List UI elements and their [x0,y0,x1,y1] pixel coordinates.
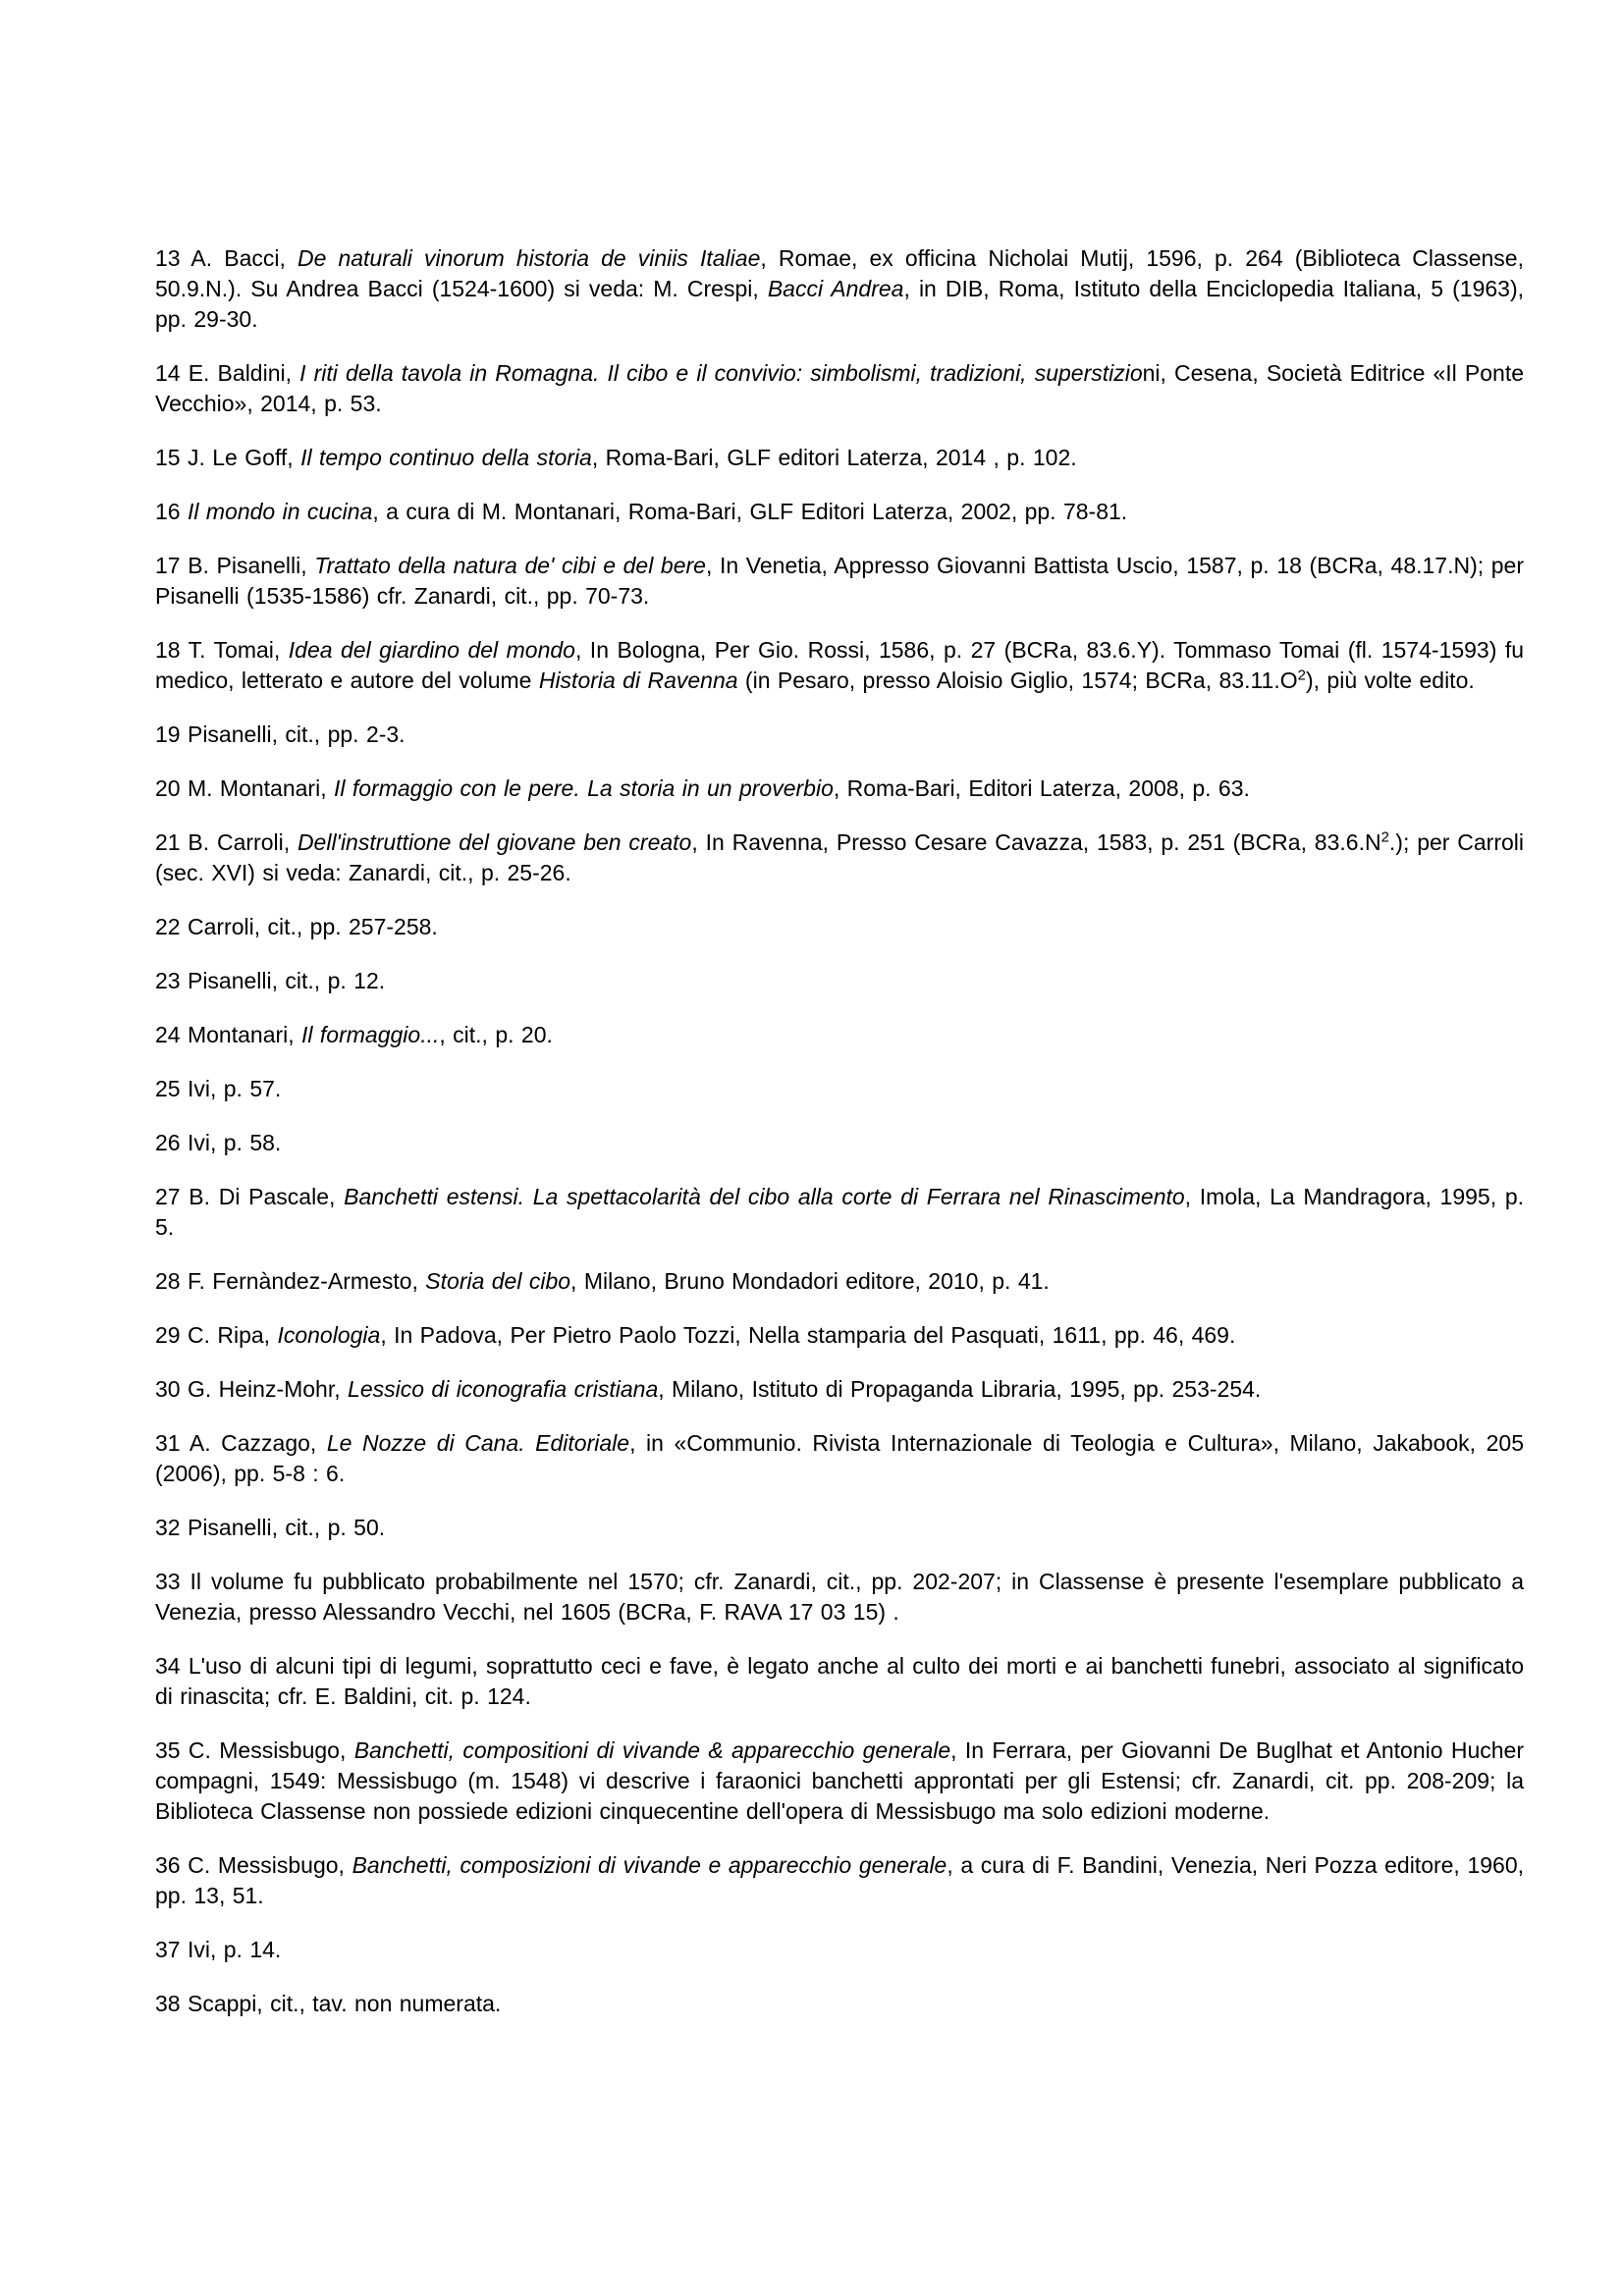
footnote-38 [155,1989,1524,2019]
text-run: 26 Ivi, p. 58. [155,1130,282,1155]
text-run: 32 Pisanelli, cit., p. 50. [155,1515,386,1540]
footnote-13 [155,243,1524,335]
text-run: .); per Carroli (sec. XVI) si veda: Zanardi, cit., p. 25-26. [155,829,1524,885]
text-run: , In Padova, Per Pietro Paolo Tozzi, Nella stamparia del Pasquati, 1611, pp. 46, 469. [380,1322,1236,1348]
italic-title-text: I riti della tavola in Romagna. Il cibo e il convivio: simbolismi, tradizioni, superstizio [299,360,1143,386]
text-run: , Milano, Istituto di Propaganda Libraria, 1995, pp. 253-254. [658,1376,1262,1402]
text-run: 20 M. Montanari, [155,775,334,801]
italic-title-text: Idea del giardino del mondo [288,637,575,663]
footnote-32 [155,1513,1524,1543]
italic-title-text: Banchetti, compositioni di vivande & apparecchio generale [353,1737,951,1763]
footnote-21 [155,828,1524,888]
text-run: , in «Communio. Rivista Internazionale di Teologia e Cultura», Milano, Jakabook, 205 (2006), pp. 5-8 : 6. [155,1430,1525,1486]
text-run: , In Venetia, Appresso Giovanni Battista Uscio, 1587, p. 18 (BCRa, 48.17.N); per Pisanelli (1535-1586) cfr. Zanardi, cit., pp. 70-73. [155,553,1525,609]
italic-title-text: Storia del cibo [425,1268,571,1294]
italic-title-text: Bacci Andrea [767,276,904,301]
text-run: 19 Pisanelli, cit., pp. 2-3. [155,721,406,747]
text-run: , Milano, Bruno Mondadori editore, 2010, p. 41. [570,1268,1050,1294]
italic-title-text: Lessico di iconografia cristiana [348,1376,659,1402]
text-run: 30 G. Heinz-Mohr, [155,1376,349,1402]
text-run: 18 T. Tomai, [155,637,289,663]
footnote-36 [155,1850,1524,1911]
text-run: 13 A. Bacci, [155,245,298,271]
superscript-text: 2 [1297,667,1306,684]
footnote-14 [155,358,1524,419]
text-run: 28 F. Fernàndez-Armesto, [155,1268,426,1294]
footnote-37 [155,1935,1524,1965]
italic-title-text: Il tempo continuo della storia [300,445,592,470]
text-run: 23 Pisanelli, cit., p. 12. [155,968,386,993]
text-run: 24 Montanari, [155,1022,302,1047]
text-run: 25 Ivi, p. 57. [155,1076,282,1101]
footnote-18 [155,635,1524,696]
footnote-28 [155,1266,1524,1297]
text-run: , a cura di M. Montanari, Roma-Bari, GLF Editori Laterza, 2002, pp. 78-81. [372,499,1128,524]
text-run: 36 C. Messisbugo, [155,1852,352,1878]
footnote-17 [155,551,1524,612]
footnote-23 [155,966,1524,996]
text-run: , cit., p. 20. [439,1022,553,1047]
text-run: , In Ferrara, per Giovanni De Buglhat et Antonio Hucher compagni, 1549: Messisbugo (m. 1548) vi descrive i faraonici banchetti approntati per gli Estensi; cfr. Zanardi, cit. pp. 208-209; la Biblioteca Classense non possiede edizioni cinquecentine dell'opera di Messisbugo ma solo edizioni moderne. [155,1737,1525,1824]
footnote-25 [155,1074,1524,1104]
text-run: 17 B. Pisanelli, [155,553,315,578]
text-run: , Imola, La Mandragora, 1995, p. 5. [155,1184,1524,1240]
text-run: 35 C. Messisbugo, [155,1737,354,1763]
text-run: , In Bologna, Per Gio. Rossi, 1586, p. 27 (BCRa, 83.6.Y). Tommaso Tomai (fl. 1574-1593) fu medico, letterato e autore del volume [155,637,1524,693]
footnote-34 [155,1651,1524,1712]
footnote-27 [155,1182,1524,1243]
footnote-19 [155,720,1524,750]
text-run: ni, Cesena, Società Editrice «Il Ponte Vecchio», 2014, p. 53. [155,360,1525,416]
footnote-29 [155,1320,1524,1351]
italic-title-text: Iconologia [277,1322,381,1348]
footnote-33 [155,1567,1524,1628]
text-run: , in DIB, Roma, Istituto della Enciclopedia Italiana, 5 (1963), pp. 29-30. [155,276,1524,332]
italic-title-text: Il formaggio con le pere. La storia in un proverbio [333,775,834,801]
italic-title-text: Il formaggio... [301,1022,440,1047]
text-run: (in Pesaro, presso Aloisio Giglio, 1574; BCRa, 83.11.O [737,667,1298,693]
text-run: ), più volte edito. [1305,667,1475,693]
text-run: 22 Carroli, cit., pp. 257-258. [155,914,438,939]
footnote-24 [155,1020,1524,1050]
italic-title-text: Il mondo in cucina [187,499,373,524]
footnote-16 [155,497,1524,527]
text-run: 21 B. Carroli, [155,829,298,855]
italic-title-text: Historia di Ravenna [538,667,738,693]
italic-title-text: Banchetti estensi. La spettacolarità del cibo alla corte di Ferrara nel Rinascimento [344,1184,1185,1209]
text-run: , Romae, ex officina Nicholai Mutij, 1596, p. 264 (Biblioteca Classense, 50.9.N.). Su Andrea Bacci (1524-1600) si veda: M. Crespi, [155,245,1524,301]
italic-title-text: De naturali vinorum historia de viniis Italiae [297,245,761,271]
text-run: 14 E. Baldini, [155,360,300,386]
footnote-22 [155,912,1524,942]
text-run: , Roma-Bari, GLF editori Laterza, 2014 , p. 102. [591,445,1077,470]
superscript-text: 2 [1380,828,1389,846]
text-run: , Roma-Bari, Editori Laterza, 2008, p. 63. [833,775,1250,801]
text-run: 29 C. Ripa, [155,1322,278,1348]
italic-title-text: Dell'instruttione del giovane ben creato [297,829,692,855]
footnote-31 [155,1428,1524,1489]
italic-title-text: Trattato della natura de' cibi e del bere [314,553,706,578]
footnote-20 [155,774,1524,804]
text-run: 33 Il volume fu pubblicato probabilmente nel 1570; cfr. Zanardi, cit., pp. 202-207; in Classense è presente l'esemplare pubblicato a Venezia, presso Alessandro Vecchi, nel 1605 (BCRa, F. RAVA 17 03 15) . [155,1569,1524,1625]
footnote-35 [155,1735,1524,1827]
italic-title-text: Banchetti, composizioni di vivande e apparecchio generale [352,1852,947,1878]
footnote-list [155,243,1524,2043]
text-run: 31 A. Cazzago, [155,1430,327,1456]
text-run: 16 [155,499,188,524]
text-run: 37 Ivi, p. 14. [155,1937,282,1962]
footnote-30 [155,1374,1524,1405]
footnote-26 [155,1128,1524,1158]
text-run: 38 Scappi, cit., tav. non numerata. [155,1991,502,2016]
footnote-15 [155,443,1524,473]
text-run: , In Ravenna, Presso Cesare Cavazza, 1583, p. 251 (BCRa, 83.6.N [691,829,1381,855]
text-run: , a cura di F. Bandini, Venezia, Neri Pozza editore, 1960, pp. 13, 51. [155,1852,1524,1908]
text-run: 34 L'uso di alcuni tipi di legumi, soprattutto ceci e fave, è legato anche al culto dei morti e ai banchetti funebri, associato al significato di rinascita; cfr. E. Baldini, cit. p. 124. [155,1653,1524,1709]
italic-title-text: Le Nozze di Cana. Editoriale [326,1430,630,1456]
text-run: 27 B. Di Pascale, [155,1184,345,1209]
text-run: 15 J. Le Goff, [155,445,301,470]
